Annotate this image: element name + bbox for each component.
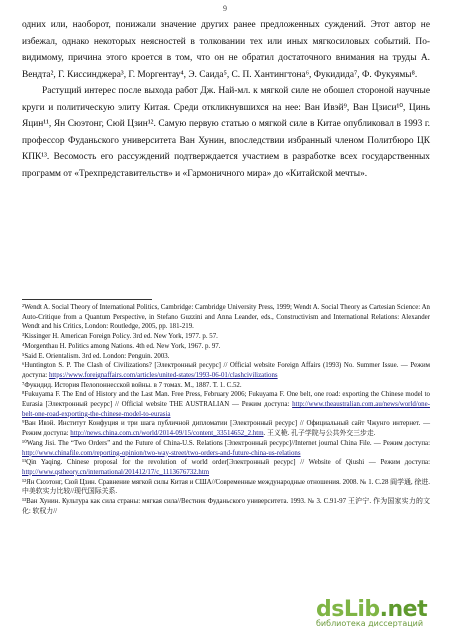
footnote-6-text: ⁶Huntington S. P. The Clash of Civilizations? [Электронный ресурс] // Official website Foreign Affairs (1993) No. Summer Issue. — Режим доступа: (22, 362, 430, 379)
paragraph-2: Растущий интерес после выхода работ Дж. Най-мл. к мягкой силе не обошел стороной научные круги и политическую элиту Китая. Среди откликнувшихся на нее: Ван Ивэй⁹, Ван Цзиси¹⁰, Цинь Яцин¹¹, Ян Сюэтонг, Сюй Цзин¹². Самую первую статью о мягкой силе в Китае опубликовал в 1993 г. профессор Фуданьского университета Ван Хунин, впоследствии избранный членом Политбюро ЦК КПК¹³. Весомость его рассуждений подтверждается участием в разработке всех государственных программ от «Трехпредставительств» и «Гармоничного мира» до «Китайской мечты». (22, 86, 430, 179)
footnote-3: ³Kissinger H. American Foreign Policy. 3rd ed. New York, 1977. p. 57. (22, 333, 218, 341)
footnote-9-suffix: . 王义桅. 孔子学院与公共外交三步走. (263, 430, 376, 438)
footnote-6 (22, 361, 430, 380)
page-number: 9 (223, 4, 227, 13)
footnote-10-text: ¹⁰Wang Jisi. The “Two Orders” and the Future of China-U.S. Relations [Электронный ресурс]//Internet journal China File. — Режим доступа: (22, 439, 430, 447)
dslib-watermark[interactable] (316, 597, 444, 631)
footnotes (22, 303, 430, 516)
footnote-8 (22, 390, 430, 419)
footnote-10 (22, 439, 430, 458)
footnote-13: ¹³Ван Хунин. Культура как сила страны: мягкая сила//Вестник Фуданьского университета. 1993. № 3. С.91-97 王沪宁. 作为国家实力的文化: 软权力// (22, 498, 430, 515)
footnote-11-link[interactable]: http://www.qstheory.cn/international/201412/17/c_1113676732.htm (22, 468, 210, 476)
footnote-6-link[interactable]: https://www.foreignaffairs.com/articles/united-states/1993-06-01/clashcivilizations (48, 371, 278, 379)
footnote-5: ⁵Said E. Orientalism. 3rd ed. London: Penguin. 2003. (22, 352, 170, 360)
dslib-tagline: библиотека диссертаций (316, 619, 424, 628)
footnote-12: ¹²Ян Сюэтонг, Сюй Цзин. Сравнение мягкой силы Китая и США//Современные международные отношения. 2008. № 1. С.28 阎学通, 徐进. 中美软实力比较//现代国际关系. (22, 478, 430, 496)
footnote-9-link[interactable]: http://news.china.com.cn/world/2014-09/15/content_33514652_2.htm (70, 430, 264, 438)
footnote-11-text: ¹¹Qin Yaqing. Chinese proposal for the revolution of world order[Электронный ресурс] // Website of Qiushi — Режим доступа: (22, 459, 430, 467)
paragraph-1: одних или, наоборот, понижали значение других ранее предложенных суждений. Этот автор не избежал, однако некоторых неясностей в толковании тех или иных мягкосиловых событий. По-видимому, причина этого кроется в том, что он не обратил достаточного внимания на труды А. Вендта², Г. Киссинджера³, Г. Моргентау⁴, Э. Саида⁵, С. П. Хантингтона⁶, Фукидида⁷, Ф. Фукуямы⁸. (22, 20, 430, 80)
footnote-9-text: ⁹Ван Ивэй. Институт Конфуция и три шага публичной дипломатии [Электронный ресурс] // Официальный сайт Чжунго интернет. — Режим доступа: (22, 420, 430, 438)
footnote-4: ⁴Morgenthau H. Politics among Nations. 4th ed. New York, 1967. p. 97. (22, 342, 221, 350)
footnote-2: ²Wendt A. Social Theory of International Politics, Cambridge: Cambridge University Press, 1999; Wendt A. Social Theory as Cartesian Science: An Auto-Critique from a Quantum Perspective, in Stefano Guzzini and Anna Leander, eds., Constructivism and International Relations: Alexander Wendt and his Critics, London: Routledge, 2005, pp. 181-219. (22, 304, 430, 331)
footnote-8-text: ⁸Fukuyama F. The End of History and the Last Man. Free Press, February 2006; Fukuyama F. One belt, one road: exporting the Chinese model to Eurasia [Электронный ресурс] // Official website THE AUSTRALIAN — Режим доступа: (22, 391, 430, 409)
footnote-7: ⁷Фукидид. История Пелопоннесской войны. в 7 томах. М., 1887. Т. 1. С.52. (22, 381, 242, 389)
footnote-8-link[interactable]: http://www.theaustralian.com.au/news/world/one-belt-one-road-exporting-the-chinese-model-to-eurasia (22, 401, 430, 418)
footnote-separator (22, 299, 152, 300)
dslib-logo: dsLib.net (316, 597, 428, 622)
footnote-9 (22, 419, 430, 438)
footnote-10-link[interactable]: http://www.chinafile.com/reporting-opinion/two-way-street/two-orders-and-future-china-us-relations (22, 449, 301, 457)
main-text (22, 17, 430, 182)
footnote-11 (22, 458, 430, 477)
